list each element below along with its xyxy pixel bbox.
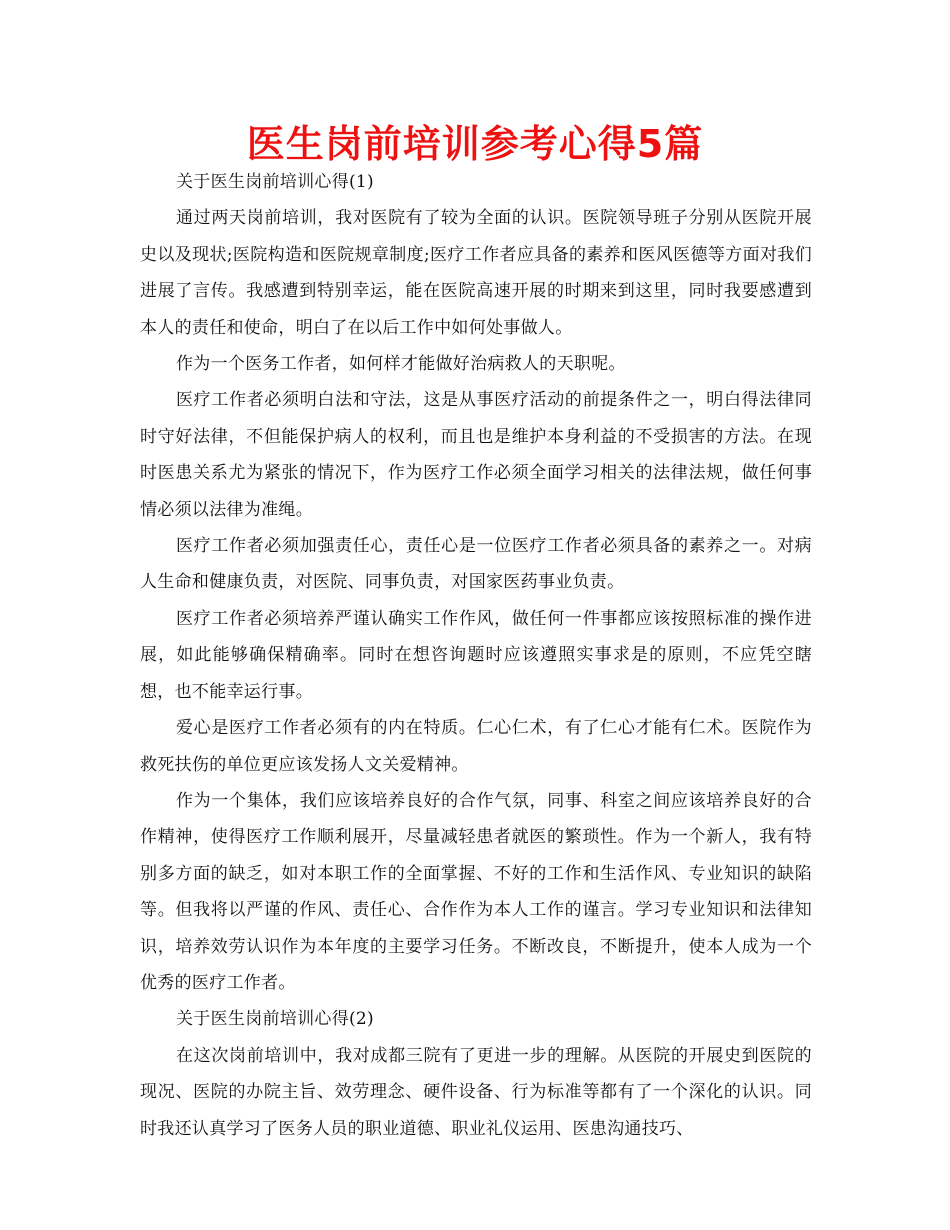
paragraph: 医疗工作者必须明白法和守法，这是从事医疗活动的前提条件之一，明白得法律同时守好法律，不但能保护病人的权利，而且也是维护本身利益的不受损害的方法。在现时医患关系尤为紧张的情况下，作为医疗工作必须全面学习相关的法律法规，做任何事情必须以法律为准绳。 xyxy=(140,390,812,520)
document-body xyxy=(140,164,812,1147)
paragraph: 医疗工作者必须加强责任心，责任心是一位医疗工作者必须具备的素养之一。对病人生命和健康负责，对医院、同事负责，对国家医药事业负责。 xyxy=(140,536,812,593)
section-heading: 关于医生岗前培训心得(1) xyxy=(176,172,374,192)
paragraph: 作为一个集体，我们应该培养良好的合作气氛，同事、科室之间应该培养良好的合作精神，使得医疗工作顺利展开，尽量减轻患者就医的繁琐性。作为一个新人，我有特别多方面的缺乏，如对本职工作的全面掌握、不好的工作和生活作风、专业知识的缺陷等。但我将以严谨的作风、责任心、合作作为本人工作的谨言。学习专业知识和法律知识，培养效劳认识作为本年度的主要学习任务。不断改良，不断提升，使本人成为一个优秀的医疗工作者。 xyxy=(140,790,812,993)
section-heading: 关于医生岗前培训心得(2) xyxy=(176,1009,374,1030)
paragraph: 作为一个医务工作者，如何样才能做好治病救人的天职呢。 xyxy=(176,354,626,375)
paragraph: 通过两天岗前培训，我对医院有了较为全面的认识。医院领导班子分别从医院开展史以及现状;医院构造和医院规章制度;医疗工作者应具备的素养和医风医德等方面对我们进展了言传。我感遭到特别幸运，能在医院高速开展的时期来到这里，同时我要感遭到本人的责任和使命，明白了在以后工作中如何处事做人。 xyxy=(140,208,812,338)
paragraph: 在这次岗前培训中，我对成都三院有了更进一步的理解。从医院的开展史到医院的现况、医院的办院主旨、效劳理念、硬件设备、行为标准等都有了一个深化的认识。同时我还认真学习了医务人员的职业道德、职业礼仪运用、医患沟通技巧、 xyxy=(140,1045,812,1139)
document-title: 医生岗前培训参考心得5篇 xyxy=(246,122,704,166)
paragraph: 爱心是医疗工作者必须有的内在特质。仁心仁术，有了仁心才能有仁术。医院作为救死扶伤的单位更应该发扬人文关爱精神。 xyxy=(140,718,812,775)
paragraph: 医疗工作者必须培养严谨认确实工作作风，做任何一件事都应该按照标准的操作进展，如此能够确保精确率。同时在想咨询题时应该遵照实事求是的原则，不应凭空瞎想，也不能幸运行事。 xyxy=(140,608,812,702)
